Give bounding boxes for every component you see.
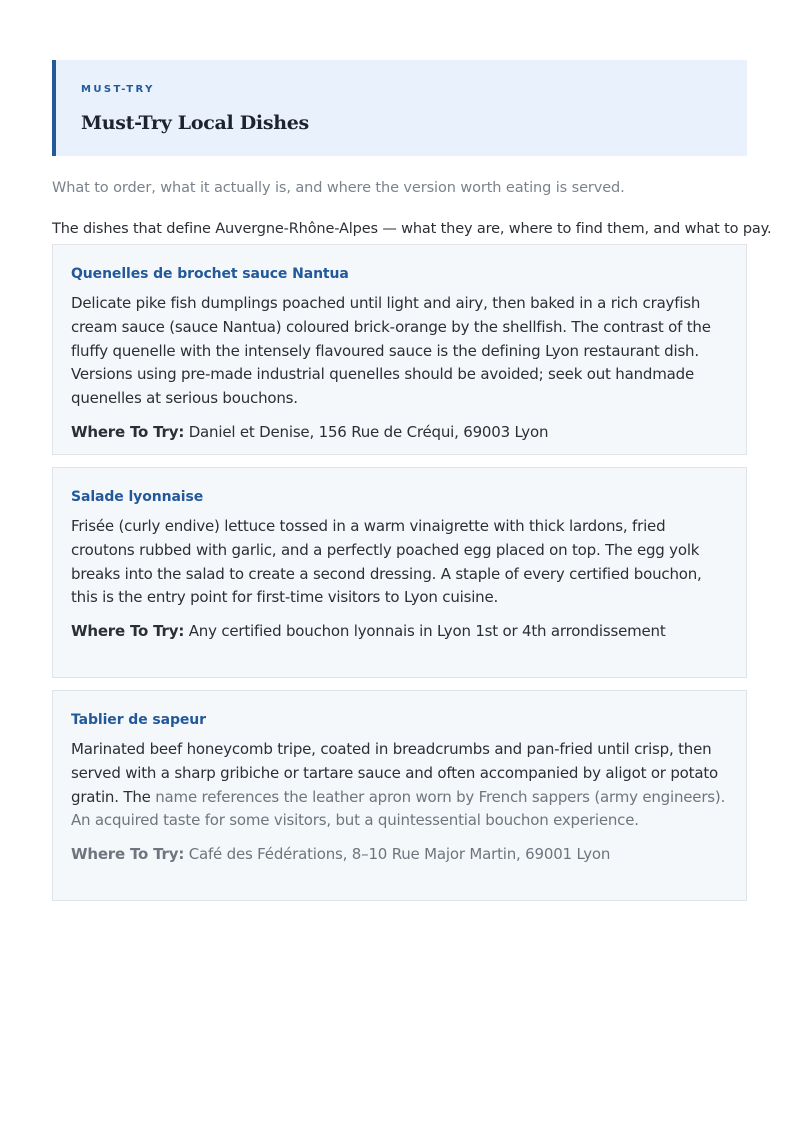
dish-description: Delicate pike fish dumplings poached until light and airy, then baked in a rich crayfish cream sauce (sauce Nantua) coloured brick-orange by the shellfish. The contrast of the fluffy quenelle with the intensely flavoured sauce is the defining Lyon restaurant dish. Versions using pre-made industrial quenelles should be avoided; seek out handmade quenelles at serious bouchons.	[71, 294, 711, 408]
dish-name: Tablier de sapeur	[71, 712, 206, 728]
where-to-try-label: Where To Try:	[71, 622, 185, 641]
dish-description-rest: name references the leather apron worn by French sappers (army engineers). An acquired taste for some visitors, but a quintessential bouchon experience.	[71, 787, 726, 830]
where-to-try	[71, 621, 728, 641]
where-to-try-label: Where To Try:	[71, 845, 185, 864]
dish-description-lead: Marinated beef honeycomb tripe, coated in breadcrumbs and pan-fried until crisp, then served with a sharp gribiche or tartare sauce and often accompanied by aligot or potato gratin. The	[71, 740, 718, 806]
subtitle: What to order, what it actually is, and where the version worth eating is served.	[52, 180, 625, 196]
dish-card-quenelles	[52, 244, 747, 455]
where-to-try	[71, 844, 728, 864]
page-title: Must-Try Local Dishes	[81, 112, 309, 134]
dish-description	[71, 738, 728, 833]
section-eyebrow: MUST-TRY	[81, 84, 155, 95]
dish-name: Salade lyonnaise	[71, 489, 204, 505]
dish-list	[52, 244, 747, 901]
intro-text: The dishes that define Auvergne-Rhône-Alpes — what they are, where to find them, and what to pay.	[52, 221, 772, 237]
where-to-try-value: Daniel et Denise, 156 Rue de Créqui, 69003 Lyon	[188, 422, 549, 441]
where-to-try-label: Where To Try:	[71, 422, 185, 441]
where-to-try-value: Café des Fédérations, 8–10 Rue Major Martin, 69001 Lyon	[188, 845, 611, 864]
dish-description: Frisée (curly endive) lettuce tossed in a warm vinaigrette with thick lardons, fried croutons rubbed with garlic, and a perfectly poached egg placed on top. The egg yolk breaks into the salad to create a second dressing. A staple of every certified bouchon, this is the entry point for first-time visitors to Lyon cuisine.	[71, 517, 702, 607]
where-to-try	[71, 422, 728, 442]
section-header	[52, 60, 747, 156]
page	[52, 60, 772, 913]
dish-name: Quenelles de brochet sauce Nantua	[71, 266, 349, 282]
where-to-try-value: Any certified bouchon lyonnais in Lyon 1st or 4th arrondissement	[188, 622, 666, 641]
dish-card-tablier	[52, 690, 747, 901]
dish-card-salade	[52, 467, 747, 678]
